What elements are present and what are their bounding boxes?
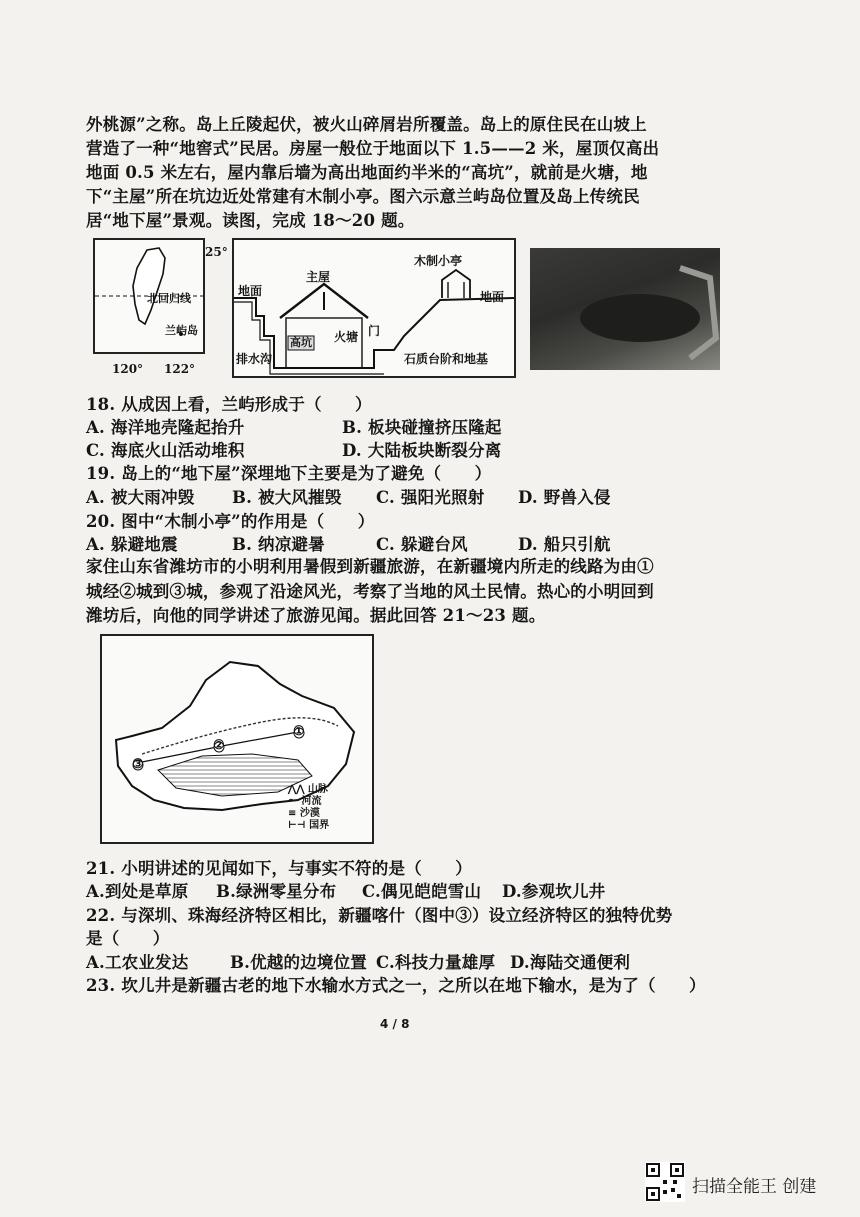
legend-river: 〜 河流 bbox=[288, 796, 322, 807]
option-d[interactable]: D. 船只引航 bbox=[518, 535, 611, 554]
passage-line: 营造了一种“地窖式”民居。房屋一般位于地面以下 1.5——2 米，屋顶仅高出 bbox=[86, 139, 660, 158]
main-house-label: 主屋 bbox=[306, 270, 331, 284]
option-b[interactable]: B. 板块碰撞挤压隆起 bbox=[342, 418, 502, 437]
page-number: 4 / 8 bbox=[380, 1017, 410, 1031]
passage-line: 外桃源”之称。岛上丘陵起伏，被火山碎屑岩所覆盖。岛上的原住民在山坡上 bbox=[86, 115, 647, 134]
ground-right-label: 地面 bbox=[480, 290, 505, 304]
option-d[interactable]: D. 大陆板块断裂分离 bbox=[342, 441, 502, 460]
scanner-watermark: 扫描全能王 创建 bbox=[692, 1177, 817, 1197]
passage-line: 潍坊后，向他的同学讲述了旅游见闻。据此回答 21～23 题。 bbox=[86, 606, 546, 625]
question-22-stem-cont: 是（ ） bbox=[86, 929, 170, 948]
lanyu-location-map bbox=[93, 238, 205, 354]
longitude-label-122: 122° bbox=[164, 362, 196, 376]
question-22-stem: 22. 与深圳、珠海经济特区相比，新疆喀什（图中③）设立经济特区的独特优势 bbox=[86, 906, 673, 925]
kang-label: 高坑 bbox=[290, 336, 312, 349]
option-d[interactable]: D.海陆交通便利 bbox=[510, 953, 631, 972]
option-c[interactable]: C. 躲避台风 bbox=[376, 535, 468, 554]
longitude-label-120: 120° bbox=[112, 362, 144, 376]
option-c[interactable]: C. 强阳光照射 bbox=[376, 488, 485, 507]
passage-line: 地面 0.5 米左右，屋内靠后墙为高出地面约半米的“高坑”，就前是火塘，地 bbox=[86, 163, 648, 182]
ground-left-label: 地面 bbox=[238, 284, 263, 298]
legend-desert: ≡ 沙漠 bbox=[288, 808, 320, 819]
question-21-stem: 21. 小明讲述的见闻如下，与事实不符的是（ ） bbox=[86, 859, 472, 878]
underground-house-section bbox=[232, 238, 516, 378]
option-b[interactable]: B. 被大风摧毁 bbox=[232, 488, 342, 507]
option-d[interactable]: D. 野兽入侵 bbox=[518, 488, 611, 507]
map-legend bbox=[288, 784, 329, 832]
drain-label: 排水沟 bbox=[236, 352, 273, 366]
option-c[interactable]: C.科技力量雄厚 bbox=[376, 953, 496, 972]
qr-code-icon bbox=[645, 1162, 685, 1202]
latitude-label: 25° bbox=[205, 245, 228, 259]
legend-mountain: ⋀⋀ 山脉 bbox=[288, 784, 328, 795]
option-a[interactable]: A. 躲避地震 bbox=[86, 535, 178, 554]
steps-label: 石质台阶和地基 bbox=[404, 352, 489, 366]
question-19-stem: 19. 岛上的“地下屋”深埋地下主要是为了避免（ ） bbox=[86, 464, 492, 483]
lanyu-label: 兰屿岛 bbox=[165, 324, 198, 337]
option-b[interactable]: B. 纳凉避暑 bbox=[232, 535, 325, 554]
tropic-label: 北回归线 bbox=[147, 292, 191, 305]
xinjiang-map-graphic bbox=[102, 636, 372, 842]
passage-line: 下“主屋”所在坑边近处常建有木制小亭。图六示意兰屿岛位置及岛上传统民 bbox=[86, 187, 640, 206]
question-23-stem: 23. 坎儿井是新疆古老的地下水输水方式之一，之所以在地下输水，是为了（ ） bbox=[86, 976, 706, 995]
option-a[interactable]: A. 海洋地壳隆起抬升 bbox=[86, 418, 245, 437]
option-c[interactable]: C.偶见皑皑雪山 bbox=[362, 882, 482, 901]
passage-line: 居“地下屋”景观。读图，完成 18～20 题。 bbox=[86, 211, 415, 230]
pavilion-label: 木制小亭 bbox=[414, 254, 463, 268]
option-d[interactable]: D.参观坎儿井 bbox=[502, 882, 606, 901]
door-label: 门 bbox=[368, 324, 381, 338]
option-b[interactable]: B.绿洲零星分布 bbox=[216, 882, 337, 901]
question-18-stem: 18. 从成因上看，兰屿形成于（ ） bbox=[86, 395, 372, 414]
xinjiang-route-map bbox=[100, 634, 374, 844]
passage-line: 家住山东省潍坊市的小明利用暑假到新疆旅游，在新疆境内所走的线路为由① bbox=[86, 557, 654, 576]
option-c[interactable]: C. 海底火山活动堆积 bbox=[86, 441, 245, 460]
city-marker-2: ② bbox=[213, 738, 225, 753]
passage-line: 城经②城到③城，参观了沿途风光，考察了当地的风土民情。热心的小明回到 bbox=[86, 582, 654, 601]
option-a[interactable]: A. 被大雨冲毁 bbox=[86, 488, 195, 507]
city-marker-3: ③ bbox=[132, 757, 144, 772]
option-b[interactable]: B.优越的边境位置 bbox=[230, 953, 367, 972]
legend-border: ⊢⊣ 国界 bbox=[288, 820, 330, 831]
city-marker-1: ① bbox=[293, 724, 305, 739]
option-a[interactable]: A.工农业发达 bbox=[86, 953, 189, 972]
option-a[interactable]: A.到处是草原 bbox=[86, 882, 189, 901]
hearth-label: 火塘 bbox=[334, 330, 359, 344]
question-20-stem: 20. 图中“木制小亭”的作用是（ ） bbox=[86, 512, 375, 531]
underground-house-photo bbox=[530, 248, 720, 370]
